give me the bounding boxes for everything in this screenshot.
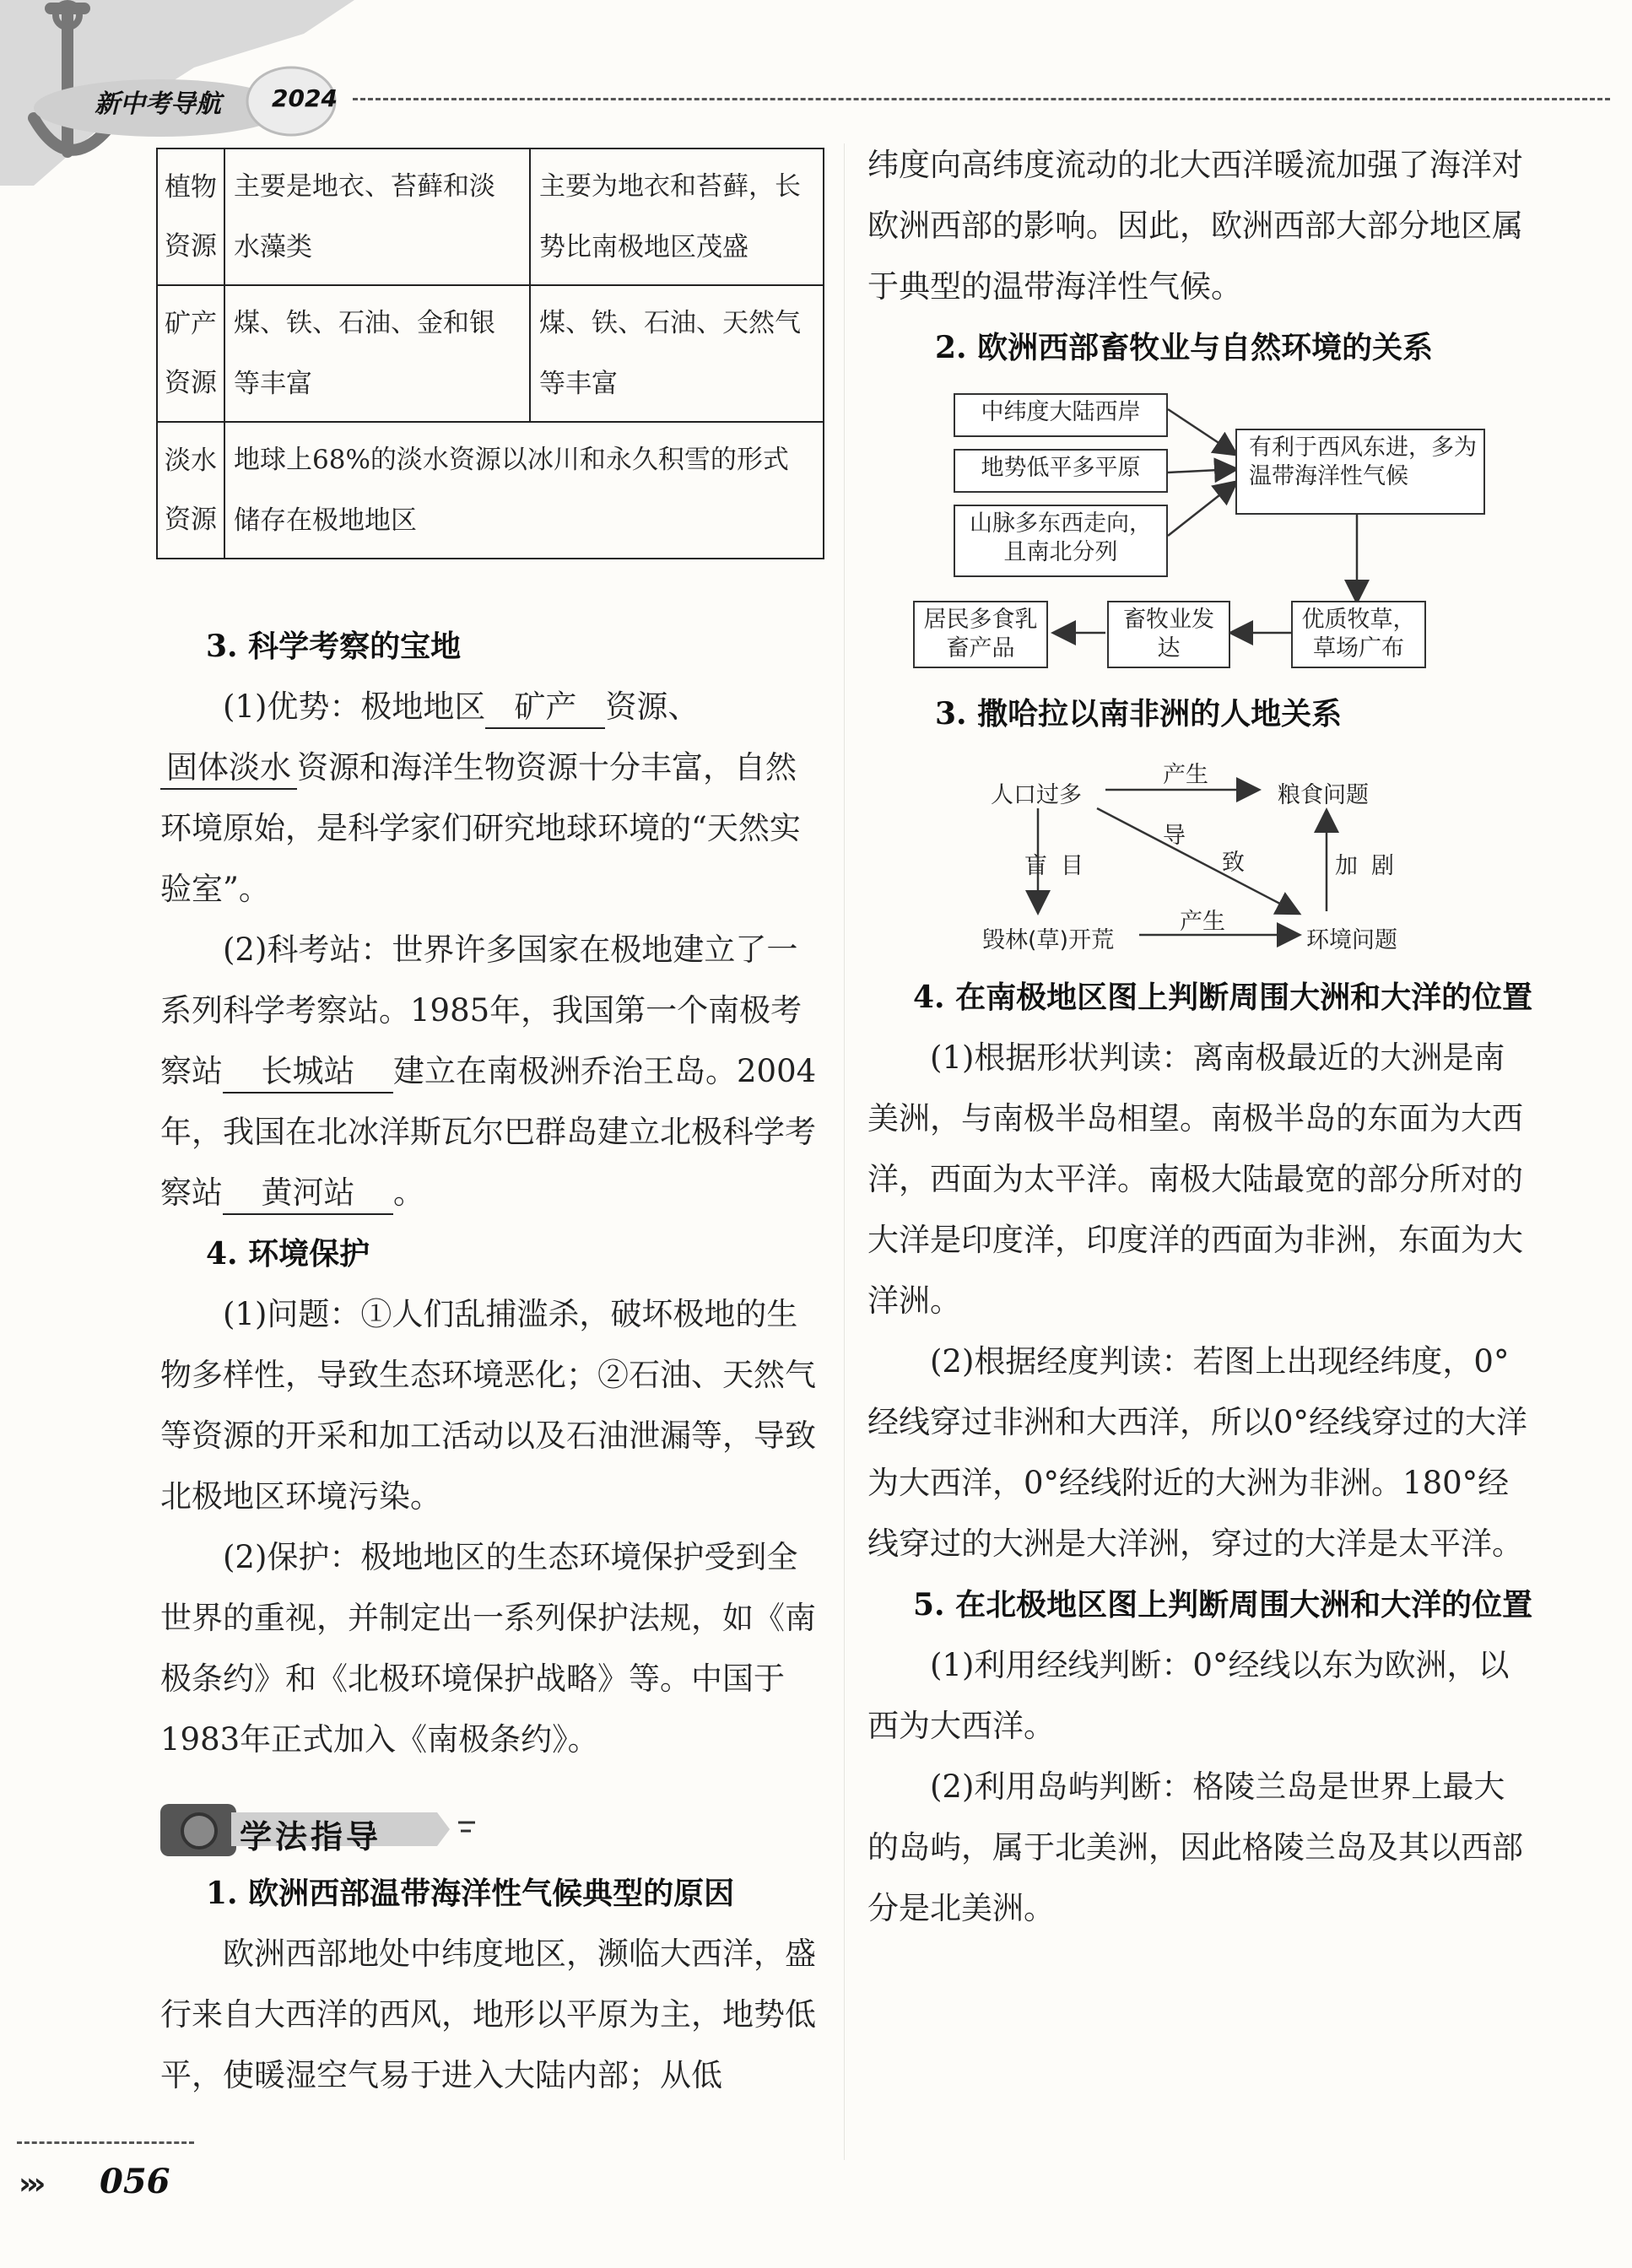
text-span: (2)科考站：世界许多国家在极地建立了一系列科学考察站。1985年，我国第一个南极考察站 <box>160 932 802 1089</box>
edge-label-aggravate: 加剧 <box>1335 853 1408 879</box>
paragraph: 纬度向高纬度流动的北大西洋暖流加强了海洋对欧洲西部的影响。因此，欧洲西部大部分地区属于典型的温带海洋性气候。 <box>867 147 1523 305</box>
header-title: 新中考导航 <box>95 89 221 119</box>
paragraph <box>160 920 820 1223</box>
edge-label-lead: 导 <box>1163 823 1186 849</box>
footer-arrows-icon: ››› <box>19 2167 41 2201</box>
text-span: 资源和海洋生物资源十分丰富，自然环境原始，是科学家们研究地球环境的“天然实验室”。 <box>160 749 801 907</box>
table-row-head: 矿产资源 <box>157 285 224 422</box>
table-cell: 地球上68%的淡水资源以冰川和永久积雪的形式储存在极地地区 <box>224 422 824 559</box>
method-guide-badge <box>159 1797 479 1865</box>
diagram-box-livestock: 畜牧业发达 <box>1107 601 1230 668</box>
answer-blank: 固体淡水 <box>160 748 297 790</box>
section-title: 4. 在南极地区图上判断周围大洲和大洋的位置 <box>913 980 1533 1015</box>
node-food-problem: 粮食问题 <box>1278 782 1369 808</box>
left-column <box>160 616 820 2106</box>
node-environment-problem: 环境问题 <box>1306 927 1397 953</box>
section-title: 3. 科学考察的宝地 <box>206 629 462 664</box>
paragraph: (1)利用经线判断：0°经线以东为欧洲，以西为大西洋。 <box>867 1647 1510 1744</box>
right-column-bottom <box>867 967 1534 1939</box>
table-cell: 主要是地衣、苔藓和淡水藻类 <box>224 148 530 285</box>
diagram-box-diet: 居民多食乳畜产品 <box>913 601 1048 668</box>
edge-label-produce: 产生 <box>1180 909 1225 935</box>
header-year: 2024 <box>272 84 338 112</box>
section-title: 5. 在北极地区图上判断周围大洲和大洋的位置 <box>913 1587 1533 1623</box>
node-deforestation: 毁林(草)开荒 <box>982 927 1115 953</box>
header-dashed-rule <box>353 98 1610 100</box>
section-title: 4. 环境保护 <box>206 1236 370 1272</box>
edge-label-blind: 盲目 <box>1024 853 1097 879</box>
edge-label-produce: 产生 <box>1163 762 1208 788</box>
footer-dashed-rule <box>17 2141 194 2144</box>
paragraph: (2)保护：极地地区的生态环境保护受到全世界的重视，并制定出一系列保护法规，如《南极条约》和《北极环境保护战略》等。中国于1983年正式加入《南极条约》。 <box>160 1539 816 1758</box>
table-row <box>157 148 824 285</box>
table-row <box>157 422 824 559</box>
answer-blank: 黄河站 <box>223 1173 393 1215</box>
paragraph: 欧洲西部地处中纬度地区，濒临大西洋，盛行来自大西洋的西风，地形以平原为主，地势低平，使暖湿空气易于进入大陆内部；从低 <box>160 1936 816 2093</box>
paragraph: (2)利用岛屿判断：格陵兰岛是世界上最大的岛屿，属于北美洲，因此格陵兰岛及其以西部分是北美洲。 <box>867 1768 1523 1926</box>
table-cell: 煤、铁、石油、天然气等丰富 <box>530 285 824 422</box>
text-span: 。 <box>393 1174 424 1211</box>
column-divider <box>844 143 845 2160</box>
paragraph <box>160 677 820 920</box>
answer-blank: 长城站 <box>223 1051 393 1094</box>
diagram-box-low-terrain: 地势低平多平原 <box>954 449 1168 493</box>
table-cell: 煤、铁、石油、金和银等丰富 <box>224 285 530 422</box>
diagram-box-mid-latitude: 中纬度大陆西岸 <box>954 393 1168 437</box>
paragraph: (1)问题：①人们乱捕滥杀，破坏极地的生物多样性，导致生态环境恶化；②石油、天然气等资源的开采和加工活动以及石油泄漏等，导致北极地区环境污染。 <box>160 1296 816 1515</box>
section-title: 2. 欧洲西部畜牧业与自然环境的关系 <box>935 330 1434 365</box>
text-span: (1)优势：极地地区 <box>223 688 486 725</box>
node-overpopulation: 人口过多 <box>991 782 1082 808</box>
answer-blank: 矿产 <box>485 687 605 729</box>
section-title: 3. 撒哈拉以南非洲的人地关系 <box>935 696 1343 732</box>
diagram-box-mountains: 山脉多东西走向，且南北分列 <box>954 505 1168 577</box>
page-number: 056 <box>100 2162 170 2201</box>
right-column-top <box>867 135 1534 378</box>
paragraph: (2)根据经度判读：若图上出现经纬度，0°经线穿过非洲和大西洋，所以0°经线穿过的大洋为大西洋，0°经线附近的大洲为非洲。180°经线穿过的大洲是大洋洲，穿过的大洋是太平洋。 <box>867 1343 1528 1562</box>
table-row-head: 植物资源 <box>157 148 224 285</box>
diagram-box-westerlies: 有利于西风东进，多为温带海洋性气候 <box>1235 429 1485 515</box>
paragraph: (1)根据形状判读：离南极最近的大洲是南美洲，与南极半岛相望。南极半岛的东面为大西洋，西面为太平洋。南极大陆最宽的部分所对的大洋是印度洋，印度洋的西面为非洲，东面为大洋洲。 <box>867 1040 1523 1319</box>
edge-label-cause: 致 <box>1222 850 1245 876</box>
diagram-box-pasture: 优质牧草，草场广布 <box>1291 601 1426 668</box>
badge-label: 学法指导 <box>240 1818 382 1855</box>
table-row-head: 淡水资源 <box>157 422 224 559</box>
text-span: 建立在南极洲乔治王岛。2004年，我国在北冰洋斯瓦尔巴群岛建立北极科学考察站 <box>160 1053 817 1211</box>
text-span: 资源、 <box>605 688 700 725</box>
table-row <box>157 285 824 422</box>
polar-resource-table <box>156 148 824 559</box>
section-title: 1. 欧洲西部温带海洋性气候典型的原因 <box>206 1876 735 1911</box>
table-cell: 主要为地衣和苔藓，长势比南极地区茂盛 <box>530 148 824 285</box>
